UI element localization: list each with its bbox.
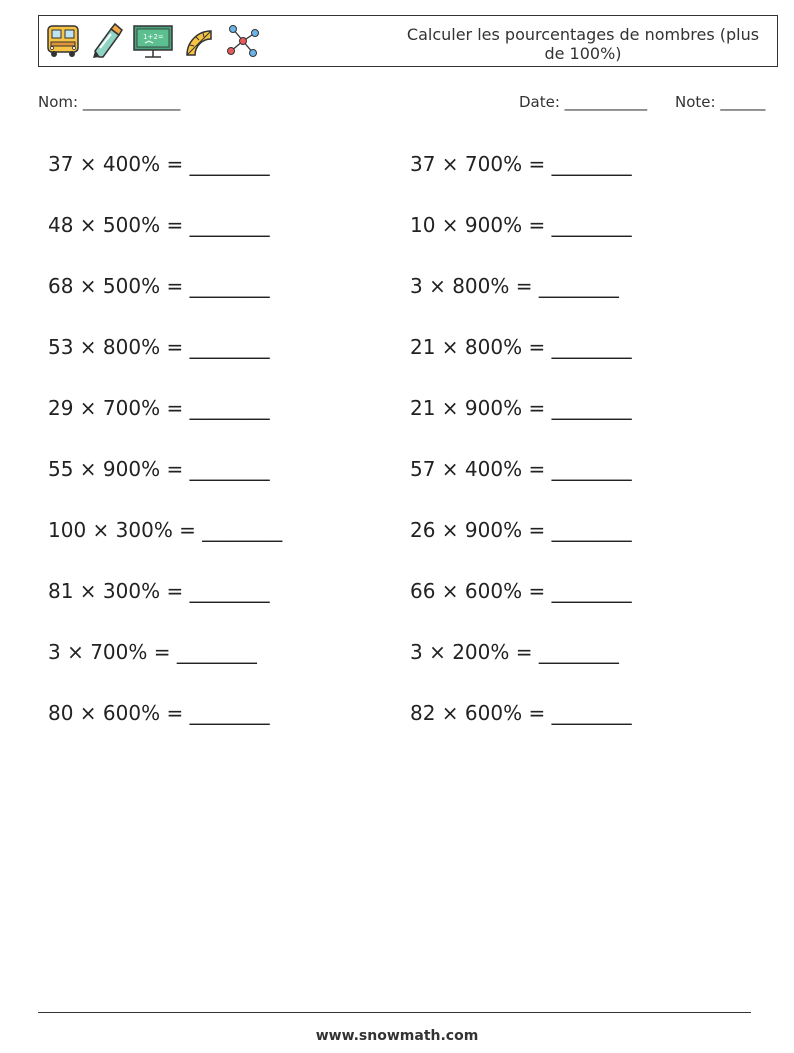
name-field: Nom: _____________	[38, 93, 181, 111]
molecule-icon	[223, 21, 263, 61]
problem-right-10: 82 × 600% = ________	[410, 701, 632, 725]
problem-right-3: 3 × 800% = ________	[410, 274, 619, 298]
problem-right-5: 21 × 900% = ________	[410, 396, 632, 420]
problem-left-1: 37 × 400% = ________	[48, 152, 270, 176]
highlighter-icon	[89, 21, 125, 61]
school-bus-icon	[43, 21, 83, 61]
chalkboard-icon	[131, 21, 175, 61]
problem-left-5: 29 × 700% = ________	[48, 396, 270, 420]
problem-right-8: 66 × 600% = ________	[410, 579, 632, 603]
footer-divider	[38, 1012, 751, 1013]
problem-left-6: 55 × 900% = ________	[48, 457, 270, 481]
problem-left-7: 100 × 300% = ________	[48, 518, 283, 542]
problem-right-1: 37 × 700% = ________	[410, 152, 632, 176]
problem-left-4: 53 × 800% = ________	[48, 335, 270, 359]
svg-text:1+2=: 1+2=	[143, 33, 164, 41]
problem-left-3: 68 × 500% = ________	[48, 274, 270, 298]
worksheet-title	[403, 25, 763, 63]
problem-right-6: 57 × 400% = ________	[410, 457, 632, 481]
title-line-2: de 100%)	[544, 44, 622, 63]
problem-left-10: 80 × 600% = ________	[48, 701, 270, 725]
title-line-1: Calculer les pourcentages de nombres (plus	[406, 25, 760, 44]
problem-right-2: 10 × 900% = ________	[410, 213, 632, 237]
problem-left-8: 81 × 300% = ________	[48, 579, 270, 603]
problem-left-9: 3 × 700% = ________	[48, 640, 257, 664]
date-field: Date: ___________	[519, 93, 648, 111]
protractor-icon	[181, 21, 217, 61]
problem-right-9: 3 × 200% = ________	[410, 640, 619, 664]
footer-url: www.snowmath.com	[315, 1028, 479, 1044]
problem-right-4: 21 × 800% = ________	[410, 335, 632, 359]
problem-left-2: 48 × 500% = ________	[48, 213, 270, 237]
note-field: Note: ______	[675, 93, 766, 111]
problem-right-7: 26 × 900% = ________	[410, 518, 632, 542]
header-icons	[43, 19, 263, 63]
header-box	[38, 15, 778, 67]
